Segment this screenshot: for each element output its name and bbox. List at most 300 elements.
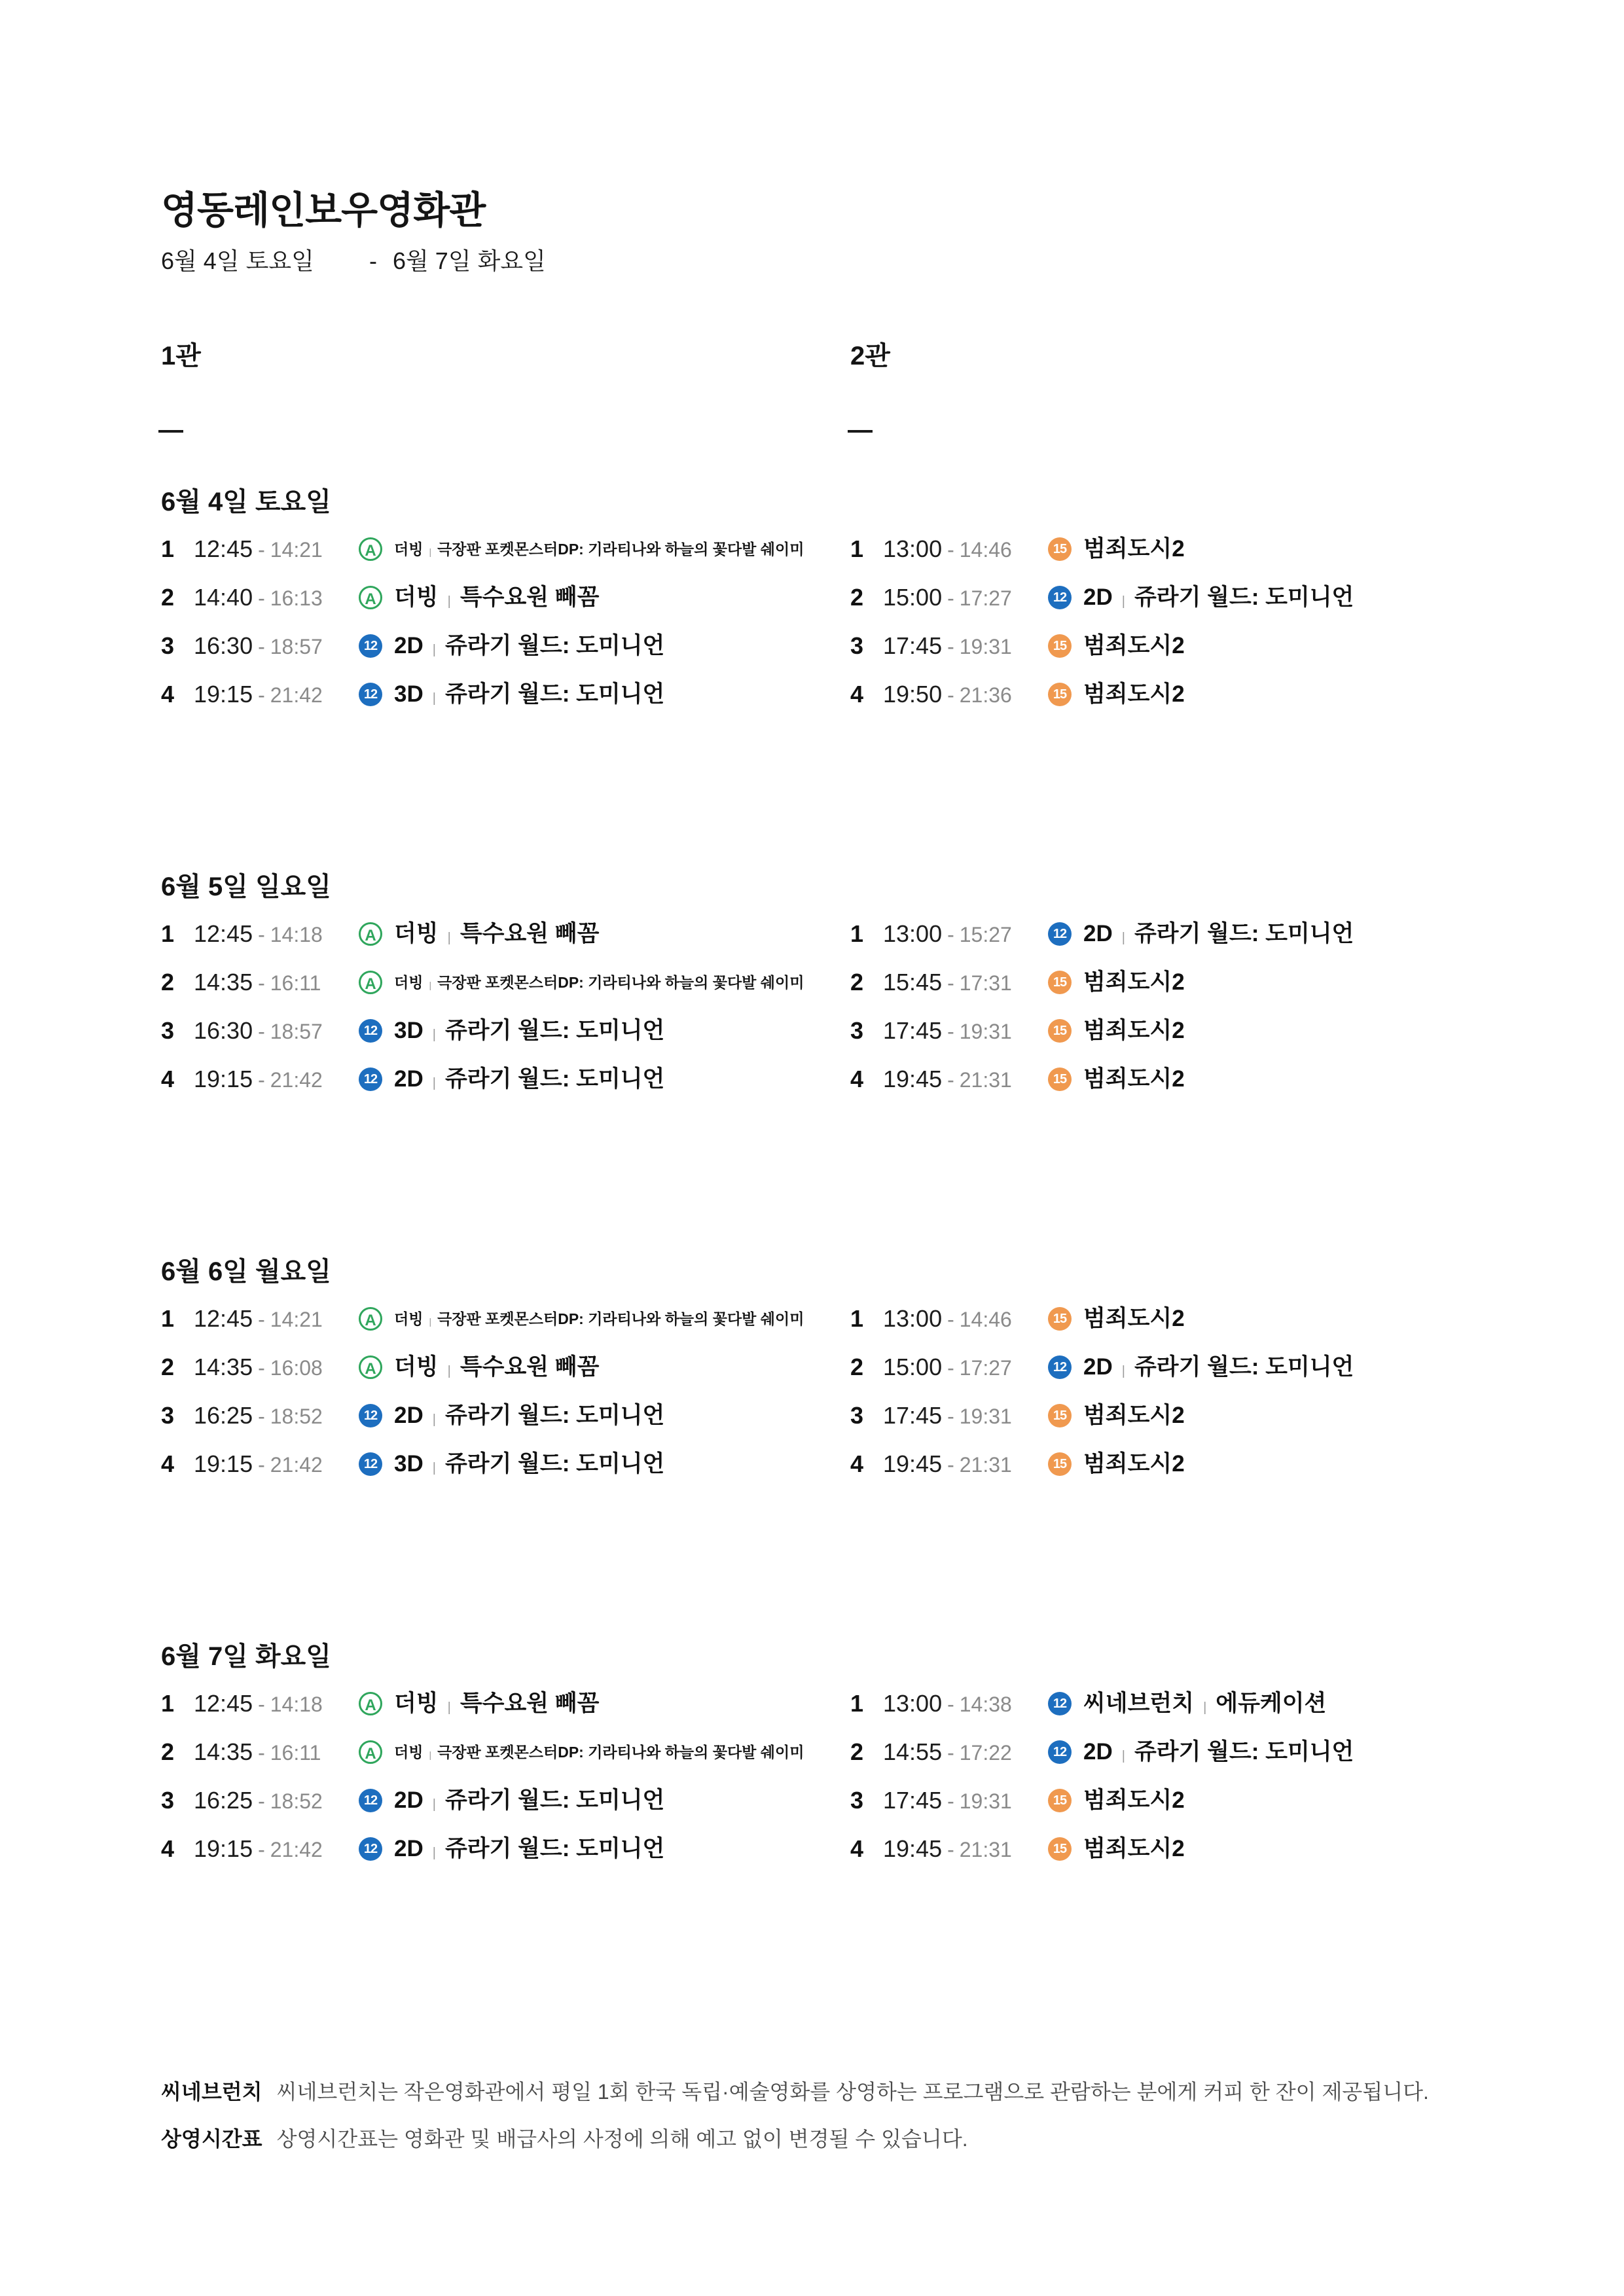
showtime-index: 2 [161,969,175,996]
movie-info [1083,1825,1185,1873]
showtime-index: 2 [850,584,864,611]
title-separator: | [1121,594,1125,609]
start-time: 17:45 [883,1787,943,1814]
movie-info [394,1007,664,1055]
end-time: 21:42 [270,1453,323,1477]
hall-columns [161,1295,1575,1488]
time-separator: - [947,923,954,946]
showtime-time [194,1679,323,1728]
day-header: 6월 6일 월요일 [161,1257,331,1286]
screening-format: 더빙 [394,541,424,558]
end-time: 15:27 [959,923,1012,946]
showtime-index: 2 [850,969,864,996]
start-time: 15:45 [883,969,943,996]
title-separator: | [432,1027,436,1042]
showtime-row [161,1728,850,1776]
hall-2-divider [848,430,873,433]
showtime-index: 4 [161,1066,175,1092]
showtime-index: 4 [850,1835,864,1862]
start-time: 19:15 [194,681,253,708]
rating-badge-12: 12 [359,1837,382,1861]
rating-badge-15: 15 [1048,1067,1072,1091]
start-time: 17:45 [883,1017,943,1044]
end-time: 19:31 [959,1020,1012,1043]
movie-info [1083,573,1354,622]
end-time: 21:36 [959,683,1012,707]
showtime-row [850,1055,1570,1103]
movie-info [394,1679,599,1728]
movie-info [394,1055,664,1103]
movie-info [394,573,599,622]
title-separator: | [432,1845,436,1860]
movie-info [1083,910,1354,958]
showtime-time [194,958,321,1007]
movie-title: 쥬라기 월드: 도미니언 [444,1787,665,1813]
showtime-row [161,1679,850,1728]
showtime-time [883,1776,1012,1825]
rating-badge-12: 12 [359,1789,382,1812]
time-separator: - [947,1453,954,1477]
title-separator: | [1121,1363,1125,1378]
showtime-index: 2 [850,1354,864,1380]
showtime-time [194,1728,321,1776]
movie-info [1083,1776,1185,1825]
showtime-time [194,910,323,958]
hall-1-label: 1관 [161,342,201,370]
showtime-row [161,670,850,719]
movie-info [1083,1391,1185,1440]
showtime-index: 3 [161,1402,175,1429]
time-separator: - [258,1741,265,1765]
start-time: 16:30 [194,1017,253,1044]
showtime-time [883,1679,1012,1728]
showtime-row [161,622,850,670]
movie-info [394,1728,804,1776]
end-time: 14:38 [959,1693,1012,1716]
hall-1-divider [158,430,183,433]
movie-info [394,1440,664,1488]
showtime-row [850,1007,1570,1055]
movie-title: 범죄도시2 [1083,633,1185,658]
end-time: 16:11 [270,1741,321,1765]
movie-title: 쥬라기 월드: 도미니언 [444,1018,665,1043]
rating-badge-12: 12 [1048,1355,1072,1379]
showtime-index: 1 [161,1690,175,1717]
showtime-index: 4 [161,1450,175,1477]
rating-badge-12: 12 [1048,1692,1072,1715]
note-text: 상영시간표는 영화관 및 배급사의 사정에 의해 예고 없이 변경될 수 있습니다. [276,2127,968,2151]
showtime-row [850,1728,1570,1776]
rating-badge-12: 12 [359,683,382,706]
title-separator: | [429,979,432,990]
end-time: 17:27 [959,586,1012,610]
showtime-index: 2 [161,1738,175,1765]
rating-badge-all: A [359,1692,382,1715]
end-time: 14:21 [270,1308,323,1331]
end-time: 17:22 [959,1741,1012,1765]
end-time: 14:21 [270,538,323,562]
note-schedule-change [161,2125,1588,2153]
end-time: 17:27 [959,1356,1012,1380]
end-time: 21:42 [270,1838,323,1861]
showtime-index: 1 [161,535,175,562]
showtime-row [850,1776,1570,1825]
showtime-row [161,1825,850,1873]
showtime-row [850,1343,1570,1391]
showtime-index: 4 [850,681,864,708]
title-separator: | [432,691,436,706]
end-time: 18:52 [270,1789,323,1813]
start-time: 12:45 [194,1690,253,1717]
screening-format: 더빙 [394,1354,439,1380]
showtime-row [850,622,1570,670]
end-time: 14:18 [270,1693,323,1716]
time-separator: - [258,971,265,995]
time-separator: - [947,635,954,658]
rating-badge-all: A [359,1307,382,1331]
time-separator: - [947,586,954,610]
screening-format: 2D [394,1836,424,1861]
movie-info [1083,1343,1354,1391]
day-header: 6월 4일 토요일 [161,488,331,516]
end-time: 17:31 [959,971,1012,995]
showtime-time [194,1776,323,1825]
movie-info [394,1825,664,1873]
movie-info [394,670,664,719]
start-time: 19:45 [883,1066,943,1092]
showtime-row [161,1391,850,1440]
movie-title: 쥬라기 월드: 도미니언 [444,1836,665,1861]
showtime-time [883,1825,1012,1873]
rating-badge-15: 15 [1048,634,1072,658]
end-time: 18:52 [270,1405,323,1428]
title-separator: | [432,642,436,657]
showtime-time [194,622,323,670]
title-separator: | [432,1460,436,1475]
showtime-row [161,525,850,573]
time-separator: - [258,923,265,946]
screening-format: 2D [1083,1739,1113,1765]
start-time: 14:40 [194,584,253,611]
showtime-time [194,573,323,622]
title-separator: | [429,1316,432,1327]
time-separator: - [258,1068,265,1092]
start-time: 14:35 [194,1738,253,1765]
time-separator: - [947,1405,954,1428]
movie-title: 범죄도시2 [1083,1836,1185,1861]
end-time: 19:31 [959,635,1012,658]
screening-format: 2D [394,1066,424,1092]
showtime-time [883,525,1012,573]
showtime-row [850,958,1570,1007]
showtime-time [194,525,323,573]
showtime-index: 3 [161,1787,175,1814]
rating-badge-15: 15 [1048,537,1072,561]
movie-info [1083,1295,1185,1343]
time-separator: - [258,586,265,610]
note-label: 씨네브런치 [161,2080,262,2104]
start-time: 13:00 [883,1305,943,1332]
time-separator: - [947,538,954,562]
start-time: 19:15 [194,1835,253,1862]
screening-format: 더빙 [394,1310,424,1327]
hall-1-schedule [161,1295,850,1488]
time-separator: - [258,1405,265,1428]
end-time: 14:18 [270,923,323,946]
showtime-index: 3 [850,1017,864,1044]
start-time: 13:00 [883,920,943,947]
start-time: 19:15 [194,1066,253,1092]
note-cine-brunch [161,2077,1588,2106]
movie-info [1083,1728,1354,1776]
end-time: 16:13 [270,586,323,610]
showtime-time [883,1343,1012,1391]
showtime-index: 3 [161,1017,175,1044]
screening-format: 3D [394,681,424,707]
daily-schedules [161,482,1575,2022]
showtime-time [883,958,1012,1007]
showtime-time [883,1440,1012,1488]
screening-format: 3D [394,1451,424,1477]
period-end: 6월 7일 화요일 [393,247,546,274]
day-header: 6월 7일 화요일 [161,1642,331,1671]
start-time: 14:35 [194,1354,253,1380]
hall-columns [161,910,1575,1103]
hall-2-schedule [850,1295,1570,1488]
showtime-index: 1 [850,920,864,947]
movie-title: 범죄도시2 [1083,969,1185,995]
hall-columns [161,525,1575,719]
hall-2-schedule [850,1679,1570,1873]
movie-title: 특수요원 빼꼼 [460,1691,600,1716]
showtime-time [194,1007,323,1055]
rating-badge-all: A [359,1740,382,1764]
start-time: 13:00 [883,535,943,562]
showtime-row [161,958,850,1007]
title-separator: | [429,1749,432,1760]
time-separator: - [258,1453,265,1477]
end-time: 16:08 [270,1356,323,1380]
end-time: 21:31 [959,1453,1012,1477]
showtime-row [161,1440,850,1488]
period-separator: - [369,247,377,274]
time-separator: - [258,1838,265,1861]
start-time: 16:25 [194,1402,253,1429]
rating-badge-12: 12 [359,634,382,658]
time-separator: - [947,683,954,707]
rating-badge-15: 15 [1048,683,1072,706]
day-header: 6월 5일 일요일 [161,872,331,901]
movie-info [1083,958,1185,1007]
showtime-time [883,1391,1012,1440]
showtime-time [194,1055,323,1103]
showtime-time [883,1295,1012,1343]
movie-title: 쥬라기 월드: 도미니언 [444,681,665,707]
rating-badge-15: 15 [1048,1837,1072,1861]
movie-title: 범죄도시2 [1083,536,1185,562]
title-separator: | [447,930,451,945]
showtime-index: 2 [161,584,175,611]
start-time: 13:00 [883,1690,943,1717]
start-time: 12:45 [194,920,253,947]
day-block [161,1637,1575,2022]
showtime-row [850,1825,1570,1873]
movie-info [1083,622,1185,670]
end-time: 19:31 [959,1789,1012,1813]
title-separator: | [447,594,451,609]
time-separator: - [947,1741,954,1765]
time-separator: - [258,1308,265,1331]
showtime-index: 4 [161,681,175,708]
movie-title: 극장판 포켓몬스터DP: 기라티나와 하늘의 꽃다발 쉐이미 [437,1310,804,1327]
movie-title: 범죄도시2 [1083,1403,1185,1428]
movie-title: 범죄도시2 [1083,1787,1185,1813]
movie-info [1083,1440,1185,1488]
showtime-row [161,1776,850,1825]
start-time: 19:45 [883,1835,943,1862]
movie-title: 특수요원 빼꼼 [460,584,600,610]
title-separator: | [432,1412,436,1427]
showtime-time [883,1055,1012,1103]
title-separator: | [1121,930,1125,945]
showtime-time [194,1825,323,1873]
showtime-time [194,1440,323,1488]
start-time: 15:00 [883,584,943,611]
rating-badge-15: 15 [1048,1019,1072,1043]
time-separator: - [947,1020,954,1043]
movie-title: 범죄도시2 [1083,1451,1185,1477]
screening-format: 2D [394,1787,424,1813]
showtime-time [194,1343,323,1391]
hall-2-label: 2관 [850,342,890,370]
end-time: 19:31 [959,1405,1012,1428]
time-separator: - [258,1693,265,1716]
screening-format: 3D [394,1018,424,1043]
screening-format: 2D [1083,921,1113,946]
movie-title: 특수요원 빼꼼 [460,1354,600,1380]
time-separator: - [947,1693,954,1716]
movie-title: 쥬라기 월드: 도미니언 [444,1066,665,1092]
rating-badge-15: 15 [1048,1789,1072,1812]
movie-info [1083,670,1185,719]
theater-name: 영동레인보우영화관 [161,189,486,232]
movie-info [394,1295,804,1343]
showtime-time [883,622,1012,670]
movie-info [394,910,599,958]
showtime-index: 4 [850,1066,864,1092]
end-time: 21:31 [959,1838,1012,1861]
end-time: 14:46 [959,1308,1012,1331]
movie-title: 쥬라기 월드: 도미니언 [1134,1739,1354,1765]
hall-1-schedule [161,525,850,719]
rating-badge-all: A [359,537,382,561]
movie-title: 범죄도시2 [1083,681,1185,707]
screening-format: 더빙 [394,1691,439,1716]
showtime-index: 1 [850,1690,864,1717]
time-separator: - [947,1308,954,1331]
day-block [161,1252,1575,1637]
rating-badge-12: 12 [359,1404,382,1427]
hall-2-schedule [850,525,1570,719]
screening-format: 더빙 [394,584,439,610]
showtime-row [850,670,1570,719]
hall-columns [161,1679,1575,1873]
start-time: 19:45 [883,1450,943,1477]
movie-info [394,1391,664,1440]
schedule-period [161,245,750,277]
day-block [161,482,1575,867]
movie-title: 범죄도시2 [1083,1306,1185,1331]
showtime-time [883,670,1012,719]
period-start: 6월 4일 토요일 [161,247,314,274]
time-separator: - [947,1356,954,1380]
start-time: 12:45 [194,535,253,562]
showtime-time [194,1391,323,1440]
start-time: 14:35 [194,969,253,996]
screening-format: 씨네브런치 [1083,1691,1195,1716]
movie-title: 극장판 포켓몬스터DP: 기라티나와 하늘의 꽃다발 쉐이미 [437,541,804,558]
time-separator: - [947,971,954,995]
rating-badge-all: A [359,971,382,994]
showtime-index: 3 [850,1787,864,1814]
movie-info [1083,1055,1185,1103]
screening-format: 2D [394,633,424,658]
showtime-index: 3 [850,1402,864,1429]
start-time: 17:45 [883,632,943,659]
showtime-index: 1 [161,1305,175,1332]
screening-format: 더빙 [394,1744,424,1761]
showtime-row [161,910,850,958]
hall-1-schedule [161,1679,850,1873]
hall-2-schedule [850,910,1570,1103]
day-block [161,867,1575,1252]
movie-info [394,1343,599,1391]
rating-badge-12: 12 [359,1452,382,1476]
time-separator: - [947,1789,954,1813]
start-time: 16:25 [194,1787,253,1814]
start-time: 15:00 [883,1354,943,1380]
movie-info [394,622,664,670]
showtime-index: 1 [850,535,864,562]
time-separator: - [258,1020,265,1043]
showtime-time [883,910,1012,958]
rating-badge-12: 12 [1048,586,1072,609]
start-time: 19:15 [194,1450,253,1477]
movie-info [1083,1679,1326,1728]
showtime-time [883,1007,1012,1055]
time-separator: - [258,1789,265,1813]
movie-title: 극장판 포켓몬스터DP: 기라티나와 하늘의 꽃다발 쉐이미 [437,974,804,991]
showtime-row [850,573,1570,622]
movie-title: 쥬라기 월드: 도미니언 [1134,921,1354,946]
rating-badge-all: A [359,922,382,946]
screening-format: 더빙 [394,921,439,946]
title-separator: | [1203,1700,1207,1715]
showtime-index: 2 [850,1738,864,1765]
time-separator: - [258,538,265,562]
title-separator: | [432,1797,436,1812]
showtime-time [883,573,1012,622]
rating-badge-12: 12 [1048,1740,1072,1764]
showtime-index: 2 [161,1354,175,1380]
start-time: 12:45 [194,1305,253,1332]
movie-info [394,525,804,573]
showtime-index: 4 [161,1835,175,1862]
time-separator: - [947,1068,954,1092]
rating-badge-all: A [359,1355,382,1379]
rating-badge-15: 15 [1048,971,1072,994]
showtime-row [850,1679,1570,1728]
